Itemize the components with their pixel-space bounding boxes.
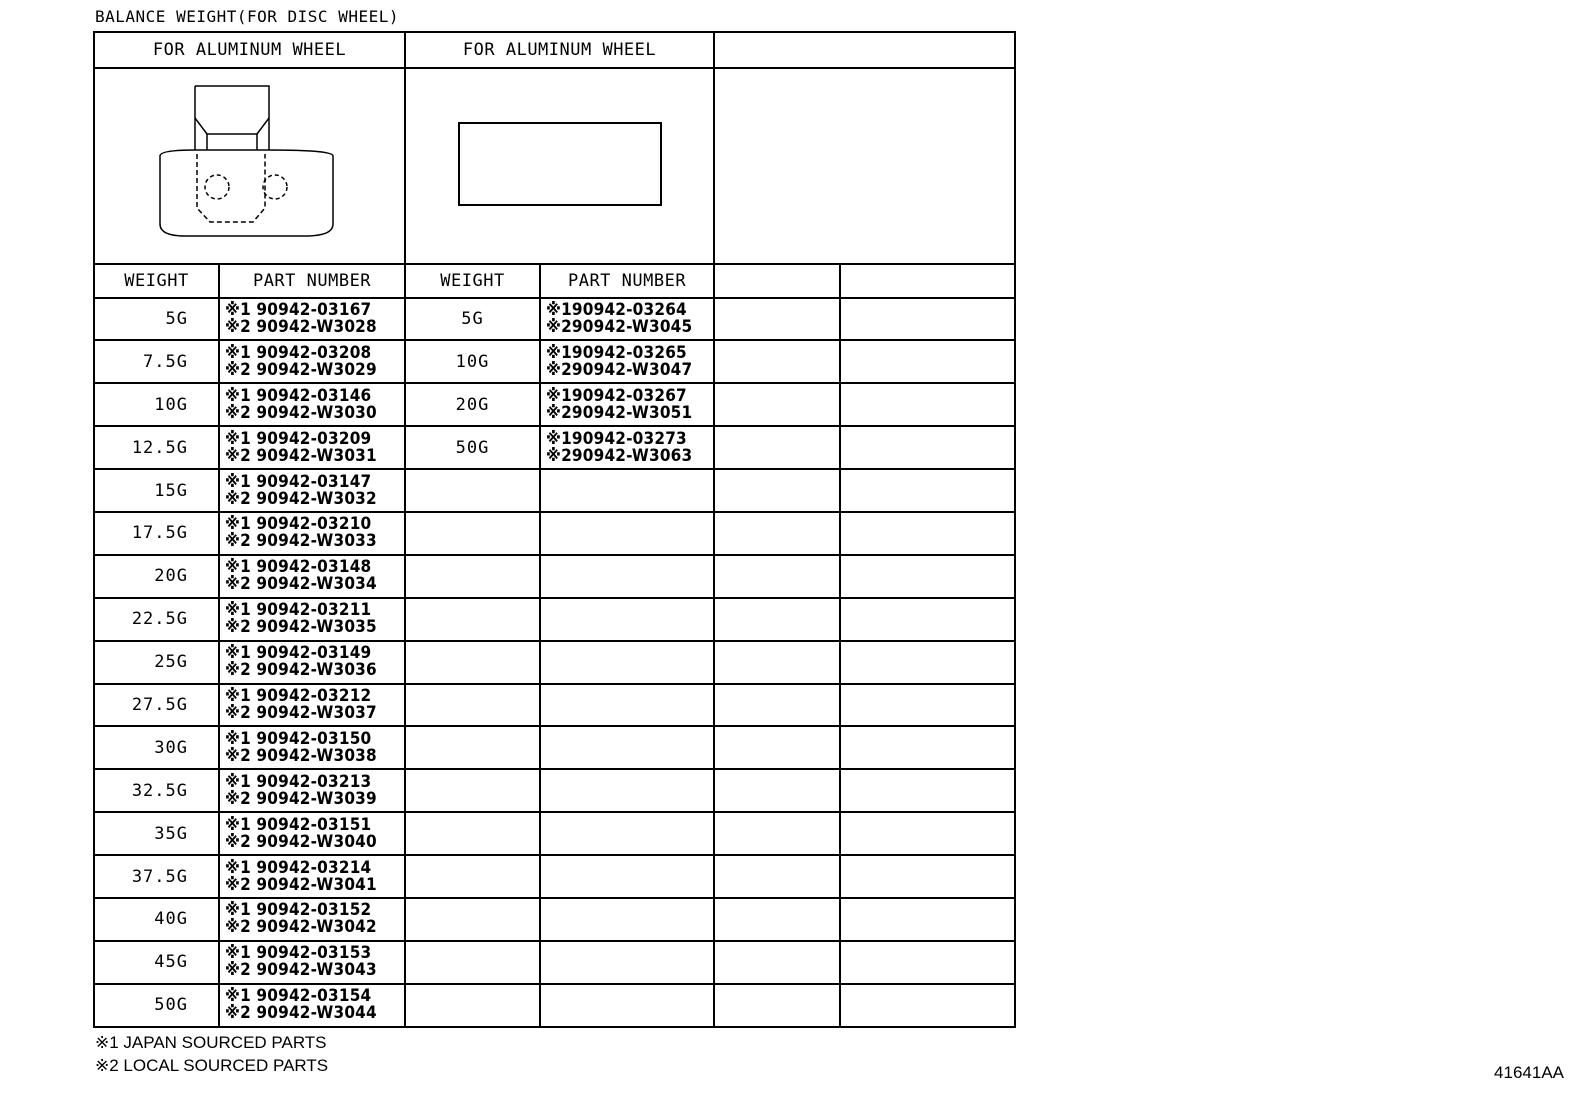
table-row [94, 898, 1015, 941]
local-part-number: ※2 90942-W3035 [225, 617, 377, 638]
japan-part-number-2: ※190942-03264 [546, 300, 687, 321]
part-number-cell-2 [540, 298, 714, 341]
empty-cell [840, 641, 1015, 684]
part-number-cell-2 [540, 555, 714, 598]
empty-cell [714, 641, 840, 684]
weight-cell-2 [405, 512, 540, 555]
japan-part-number: ※1 90942-03212 [225, 686, 372, 707]
column-header-part-number-2: PART NUMBER [540, 264, 714, 298]
part-number-cell [219, 426, 405, 469]
part-number-cell-2 [540, 941, 714, 984]
empty-illustration-cell [714, 68, 1015, 264]
part-number-cell-2 [540, 684, 714, 727]
empty-cell [714, 340, 840, 383]
table-row [94, 726, 1015, 769]
part-number-cell-2 [540, 512, 714, 555]
weight-cell-2: 10G [405, 340, 540, 383]
part-number-cell [219, 855, 405, 898]
empty-cell [840, 941, 1015, 984]
japan-part-number-2: ※190942-03265 [546, 342, 687, 363]
japan-part-number: ※1 90942-03167 [225, 300, 372, 321]
part-number-cell-2 [540, 769, 714, 812]
japan-part-number: ※1 90942-03153 [225, 943, 372, 964]
empty-cell [714, 298, 840, 341]
japan-part-number-2: ※190942-03273 [546, 428, 687, 449]
japan-part-number: ※1 90942-03209 [225, 428, 372, 449]
weight-cell: 40G [94, 898, 219, 941]
table-row [94, 769, 1015, 812]
empty-cell [714, 898, 840, 941]
page-title: BALANCE WEIGHT(FOR DISC WHEEL) [95, 7, 399, 26]
part-number-cell [219, 641, 405, 684]
part-number-cell [219, 984, 405, 1027]
part-number-cell-2 [540, 812, 714, 855]
footnote-local: ※2 LOCAL SOURCED PARTS [95, 1056, 329, 1075]
clip-on-weight-illustration-cell [94, 68, 405, 264]
japan-part-number: ※1 90942-03148 [225, 557, 372, 578]
part-number-cell [219, 812, 405, 855]
local-part-number: ※2 90942-W3033 [225, 531, 377, 552]
local-part-number: ※2 90942-W3036 [225, 660, 377, 681]
empty-cell [840, 598, 1015, 641]
weight-cell-2 [405, 726, 540, 769]
part-number-cell-2 [540, 726, 714, 769]
table-row [94, 512, 1015, 555]
part-number-cell [219, 512, 405, 555]
part-number-cell-2 [540, 469, 714, 512]
japan-part-number: ※1 90942-03146 [225, 385, 372, 406]
empty-cell [840, 898, 1015, 941]
japan-part-number: ※1 90942-03214 [225, 857, 372, 878]
column-header-weight-2: WEIGHT [405, 264, 540, 298]
weight-cell-2 [405, 941, 540, 984]
local-part-number: ※2 90942-W3032 [225, 488, 377, 509]
weight-cell-2 [405, 641, 540, 684]
column-header-part-number: PART NUMBER [219, 264, 405, 298]
weight-cell: 30G [94, 726, 219, 769]
empty-cell [840, 383, 1015, 426]
japan-part-number: ※1 90942-03149 [225, 643, 372, 664]
japan-part-number: ※1 90942-03210 [225, 514, 372, 535]
japan-part-number: ※1 90942-03152 [225, 900, 372, 921]
local-part-number-2: ※290942-W3051 [546, 402, 693, 423]
clip-on-weight-illustration [155, 84, 345, 244]
weight-cell: 17.5G [94, 512, 219, 555]
japan-part-number: ※1 90942-03154 [225, 986, 372, 1007]
local-part-number: ※2 90942-W3031 [225, 445, 377, 466]
weight-cell: 50G [94, 984, 219, 1027]
weight-cell: 22.5G [94, 598, 219, 641]
part-number-cell [219, 383, 405, 426]
table-row [94, 555, 1015, 598]
local-part-number: ※2 90942-W3039 [225, 788, 377, 809]
weight-cell-2: 5G [405, 298, 540, 341]
weight-cell: 32.5G [94, 769, 219, 812]
table-row [94, 383, 1015, 426]
empty-cell [714, 469, 840, 512]
weight-cell: 27.5G [94, 684, 219, 727]
column-header-empty-2 [840, 264, 1015, 298]
part-number-cell-2 [540, 383, 714, 426]
part-number-cell-2 [540, 340, 714, 383]
weight-cell-2: 20G [405, 383, 540, 426]
weight-cell: 12.5G [94, 426, 219, 469]
part-number-cell [219, 769, 405, 812]
japan-part-number: ※1 90942-03147 [225, 471, 372, 492]
part-number-cell [219, 298, 405, 341]
japan-part-number: ※1 90942-03213 [225, 771, 372, 792]
empty-cell [714, 598, 840, 641]
empty-cell [714, 555, 840, 598]
empty-cell [840, 769, 1015, 812]
part-number-cell-2 [540, 898, 714, 941]
weight-cell-2 [405, 555, 540, 598]
balance-weight-table [93, 31, 1016, 1028]
local-part-number-2: ※290942-W3063 [546, 445, 693, 466]
table-row [94, 684, 1015, 727]
empty-cell [840, 298, 1015, 341]
group-header-1: FOR ALUMINUM WHEEL [94, 32, 405, 68]
part-number-cell [219, 598, 405, 641]
table-row [94, 426, 1015, 469]
part-number-cell-2 [540, 984, 714, 1027]
table-row [94, 812, 1015, 855]
diagram-code: 41641AA [1494, 1063, 1564, 1082]
local-part-number: ※2 90942-W3040 [225, 831, 377, 852]
empty-cell [840, 684, 1015, 727]
part-number-cell-2 [540, 855, 714, 898]
part-number-cell [219, 469, 405, 512]
weight-cell-2 [405, 684, 540, 727]
weight-cell: 25G [94, 641, 219, 684]
empty-cell [714, 812, 840, 855]
weight-cell: 5G [94, 298, 219, 341]
table-row [94, 941, 1015, 984]
part-number-cell-2 [540, 598, 714, 641]
empty-cell [714, 426, 840, 469]
weight-cell: 7.5G [94, 340, 219, 383]
weight-cell: 15G [94, 469, 219, 512]
adhesive-weight-illustration [455, 119, 665, 209]
weight-cell-2 [405, 598, 540, 641]
table-row [94, 298, 1015, 341]
empty-cell [714, 684, 840, 727]
local-part-number: ※2 90942-W3038 [225, 745, 377, 766]
table-row [94, 598, 1015, 641]
empty-cell [840, 512, 1015, 555]
local-part-number: ※2 90942-W3044 [225, 1003, 377, 1024]
part-number-cell-2 [540, 641, 714, 684]
local-part-number: ※2 90942-W3030 [225, 402, 377, 423]
weight-cell-2: 50G [405, 426, 540, 469]
empty-cell [714, 726, 840, 769]
table-row [94, 340, 1015, 383]
japan-part-number: ※1 90942-03211 [225, 600, 372, 621]
empty-cell [840, 340, 1015, 383]
weight-cell-2 [405, 984, 540, 1027]
footnote-japan: ※1 JAPAN SOURCED PARTS [95, 1033, 327, 1052]
empty-cell [714, 855, 840, 898]
adhesive-weight-illustration-cell [405, 68, 714, 264]
weight-cell: 20G [94, 555, 219, 598]
empty-cell [840, 984, 1015, 1027]
local-part-number: ※2 90942-W3029 [225, 359, 377, 380]
empty-cell [714, 984, 840, 1027]
local-part-number-2: ※290942-W3045 [546, 317, 693, 338]
local-part-number: ※2 90942-W3041 [225, 874, 377, 895]
part-number-cell [219, 941, 405, 984]
local-part-number: ※2 90942-W3034 [225, 574, 377, 595]
empty-cell [714, 512, 840, 555]
weight-cell: 35G [94, 812, 219, 855]
part-number-cell [219, 555, 405, 598]
empty-cell [714, 769, 840, 812]
table-row [94, 641, 1015, 684]
weight-cell-2 [405, 898, 540, 941]
empty-cell [714, 383, 840, 426]
column-header-empty-1 [714, 264, 840, 298]
empty-cell [840, 426, 1015, 469]
japan-part-number-2: ※190942-03267 [546, 385, 687, 406]
weight-cell: 37.5G [94, 855, 219, 898]
empty-cell [840, 555, 1015, 598]
table-row [94, 984, 1015, 1027]
empty-cell [714, 941, 840, 984]
group-header-2: FOR ALUMINUM WHEEL [405, 32, 714, 68]
part-number-cell [219, 684, 405, 727]
empty-cell [840, 726, 1015, 769]
part-number-cell [219, 726, 405, 769]
table-row [94, 855, 1015, 898]
local-part-number: ※2 90942-W3037 [225, 703, 377, 724]
empty-cell [840, 469, 1015, 512]
group-header-3 [714, 32, 1015, 68]
empty-cell [840, 812, 1015, 855]
japan-part-number: ※1 90942-03150 [225, 728, 372, 749]
weight-cell: 45G [94, 941, 219, 984]
column-header-weight: WEIGHT [94, 264, 219, 298]
part-number-cell [219, 898, 405, 941]
weight-cell-2 [405, 469, 540, 512]
weight-cell-2 [405, 855, 540, 898]
local-part-number: ※2 90942-W3043 [225, 960, 377, 981]
weight-cell-2 [405, 812, 540, 855]
local-part-number: ※2 90942-W3028 [225, 317, 377, 338]
table-row [94, 469, 1015, 512]
part-number-cell-2 [540, 426, 714, 469]
local-part-number: ※2 90942-W3042 [225, 917, 377, 938]
weight-cell-2 [405, 769, 540, 812]
japan-part-number: ※1 90942-03151 [225, 814, 372, 835]
local-part-number-2: ※290942-W3047 [546, 359, 693, 380]
part-number-cell [219, 340, 405, 383]
japan-part-number: ※1 90942-03208 [225, 342, 372, 363]
weight-cell: 10G [94, 383, 219, 426]
empty-cell [840, 855, 1015, 898]
